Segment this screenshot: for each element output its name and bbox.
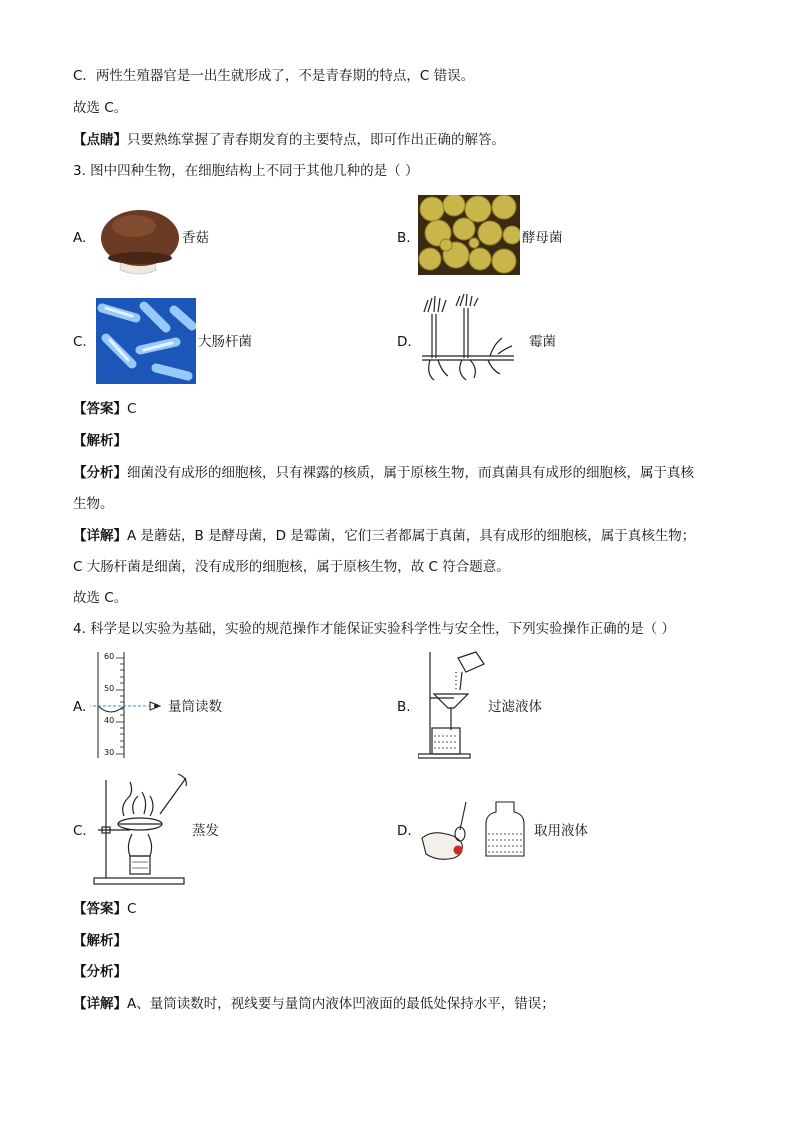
- ecoli-image: [96, 298, 196, 384]
- tick-label: 60: [104, 652, 115, 661]
- detail-text: A 是蘑菇，B 是酵母菌，D 是霉菌，它们三者都属于真菌，具有成形的细胞核，属于真核生物；: [127, 528, 696, 544]
- q3-conclusion: 故选 C。: [73, 590, 128, 606]
- q4-option-a-label: 量筒读数: [168, 699, 222, 715]
- q4-detail-line: [73, 995, 555, 1013]
- yeast-image: [418, 195, 520, 275]
- q4-option-b-label: 过滤液体: [488, 699, 542, 715]
- tick-label: 50: [104, 684, 115, 693]
- evaporation-image: [90, 772, 190, 886]
- answer-value: C: [127, 401, 137, 417]
- dianjing-line: [73, 131, 505, 149]
- q3-option-b-label: 酵母菌: [522, 230, 563, 246]
- q4-option-b-letter: B.: [397, 699, 411, 715]
- dianjing-text: 只要熟练掌握了青春期发育的主要特点，即可作出正确的解答。: [127, 132, 505, 148]
- q3-option-d-label: 霉菌: [529, 334, 556, 350]
- question-4: 4. 科学是以实验为基础，实验的规范操作才能保证实验科学性与安全性，下列实验操作正确的是（ ）: [73, 621, 675, 637]
- q3-option-c-letter: C.: [73, 334, 87, 350]
- text-line: 故选 C。: [73, 100, 128, 116]
- graduated-cylinder-image: [90, 650, 170, 760]
- detail-tag: 【详解】: [73, 528, 127, 544]
- q4-answer-line: [73, 900, 136, 918]
- q3-option-a-letter: A.: [73, 230, 87, 246]
- answer-value: C: [127, 901, 137, 917]
- dropper-image: [418, 798, 528, 864]
- q3-option-b-letter: B.: [397, 230, 411, 246]
- q3-detail-cont: C 大肠杆菌是细菌，没有成形的细胞核，属于原核生物，故 C 符合题意。: [73, 559, 510, 575]
- q3-detail-line: [73, 527, 695, 545]
- dianjing-tag: 【点睛】: [73, 132, 127, 148]
- detail-text: A、量筒读数时，视线要与量筒内液体凹液面的最低处保持水平，错误；: [127, 996, 555, 1012]
- q3-option-d-letter: D.: [397, 334, 412, 350]
- q4-option-a-letter: A.: [73, 699, 87, 715]
- tick-label: 30: [104, 748, 115, 757]
- question-3: 3. 图中四种生物，在细胞结构上不同于其他几种的是（ ）: [73, 163, 419, 179]
- text-line: C．两性生殖器官是一出生就形成了，不是青春期的特点，C 错误。: [73, 68, 475, 84]
- mushroom-image: [100, 200, 180, 276]
- q3-answer-line: [73, 400, 136, 418]
- fenxi-tag: 【分析】: [73, 964, 127, 980]
- q3-option-c-label: 大肠杆菌: [198, 334, 252, 350]
- q3-option-a-label: 香菇: [182, 230, 209, 246]
- q4-option-c-label: 蒸发: [192, 823, 219, 839]
- fenxi-tag: 【分析】: [73, 465, 127, 481]
- q3-fenxi-line: [73, 464, 694, 482]
- answer-tag: 【答案】: [73, 901, 127, 917]
- q4-option-c-letter: C.: [73, 823, 87, 839]
- tick-label: 40: [104, 716, 115, 725]
- mold-image: [418, 294, 518, 386]
- q3-fenxi-cont: 生物。: [73, 496, 114, 512]
- answer-tag: 【答案】: [73, 401, 127, 417]
- analysis-tag: 【解析】: [73, 433, 127, 449]
- analysis-tag: 【解析】: [73, 933, 127, 949]
- q4-option-d-letter: D.: [397, 823, 412, 839]
- fenxi-text: 细菌没有成形的细胞核，只有裸露的核质，属于原核生物，而真菌具有成形的细胞核，属于真核: [127, 465, 694, 481]
- detail-tag: 【详解】: [73, 996, 127, 1012]
- q4-option-d-label: 取用液体: [534, 823, 588, 839]
- filtration-image: [418, 650, 488, 760]
